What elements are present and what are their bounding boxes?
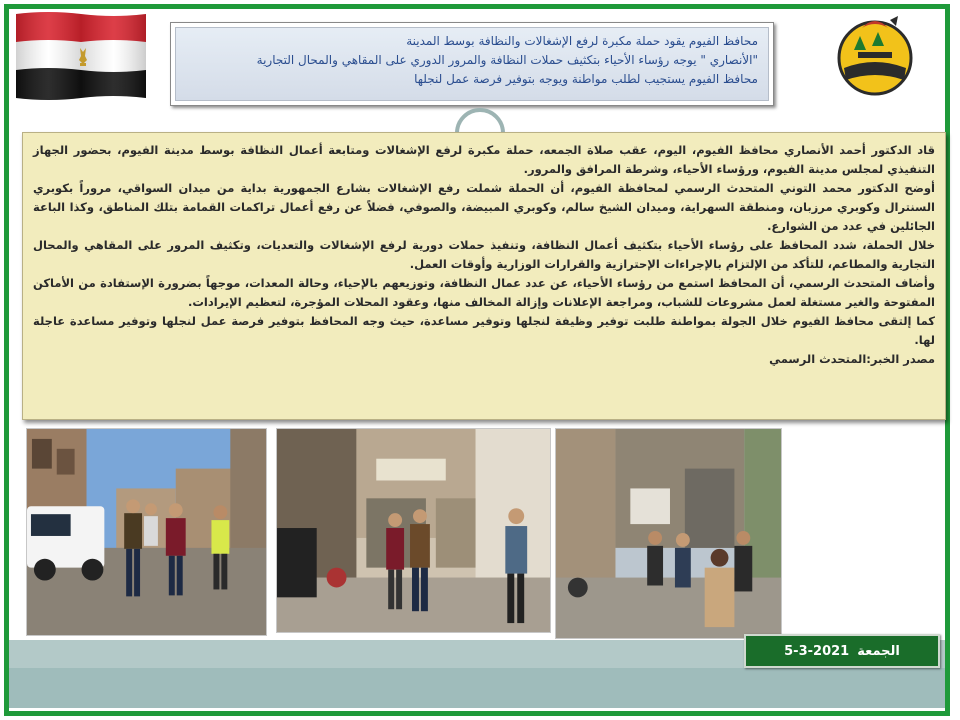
photo-street-campaign [26,428,267,636]
egypt-flag-icon [16,10,146,102]
article-paragraph-4: وأضاف المتحدث الرسمي، أن المحافظ استمع من رؤساء الأحياء، عن عدد عمال النظافة، وتوزيعهم بالإحياء، وحالة المعدات، موجهاً بضرورة الإستفادة من الأماكن المفتوحة والغير مستغلة لعمل مشروعات للشباب، ومراجعة الإعلانات وإزالة المخالف منها، وعقود المحلات المؤجرة، لتعظيم الإيرادات. [33,276,935,309]
headline-line-2: "الأنصاري " يوجه رؤساء الأحياء بتكثيف حملات النظافة والمرور الدوري على المقاهي والمحال التجارية [256,53,758,67]
news-source: مصدر الخبر:المتحدث الرسمي [769,352,935,366]
article-panel [22,132,946,420]
date-day-label: الجمعة [857,643,900,659]
headline-box [170,22,774,106]
fayoum-governorate-logo [832,10,918,96]
photo-shops-visit [276,428,551,633]
date-badge [744,634,940,668]
article-paragraph-1: قاد الدكتور أحمد الأنصاري محافظ الفيوم، اليوم، عقب صلاة الجمعه، حملة مكبرة لرفع الإشغالات ومتابعة أعمال النظافة بوسط مدينة الفيوم، بحضور الجهاز التنفيذي لمجلس مدينة الفيوم، ورؤساء الأحياء، وشرطة المرافق والمرور. [33,143,935,176]
date-value: 5-3-2021 [784,643,850,659]
article-paragraph-3: خلال الحملة، شدد المحافظ على رؤساء الأحياء بتكثيف أعمال النظافة، وتنفيذ حملات دورية لرفع الإشغالات والتعديات، وتكثيف المرور على المقاهي والمحال التجارية والمطاعم، للتأكد من الإلتزام بالإجراءات الإحترازية والقرارات الوزارية وأوقات العمل. [33,238,935,271]
headline-inner [175,27,769,101]
photo-alley-meeting [555,428,782,639]
bottom-strip [9,668,945,708]
article-paragraph-2: أوضح الدكتور محمد التوني المتحدث الرسمي لمحافظة الفيوم، أن الحملة شملت رفع الإشغالات بشارع الجمهورية بداية من ميدان السواقي، مروراً بكوبري السنترال وكوبري مرزبان، ومنطقة السهراية، وميدان الشيخ سالم، وكوبري المبيضة، والصوفي، فضلاً عن رفع أعمال تراكمات القمامة بتلك المناطق، وكذا الباعة الجائلين في عدد من الشوارع. [33,181,935,233]
article-paragraph-5: كما إلتقى محافظ الفيوم خلال الجولة بمواطنة طلبت توفير وظيفة لنجلها وتوفير مساعدة، حيث وجه المحافظ بتوفير فرصة عمل لنجلها وتوفير مساعدة عاجلة لها. [33,314,935,347]
headline-line-1: محافظ الفيوم يقود حملة مكبرة لرفع الإشغالات والنظافة بوسط المدينة [406,34,758,48]
headline-line-3: محافظ الفيوم يستجيب لطلب مواطنة ويوجه بتوفير فرصة عمل لنجلها [414,72,758,86]
